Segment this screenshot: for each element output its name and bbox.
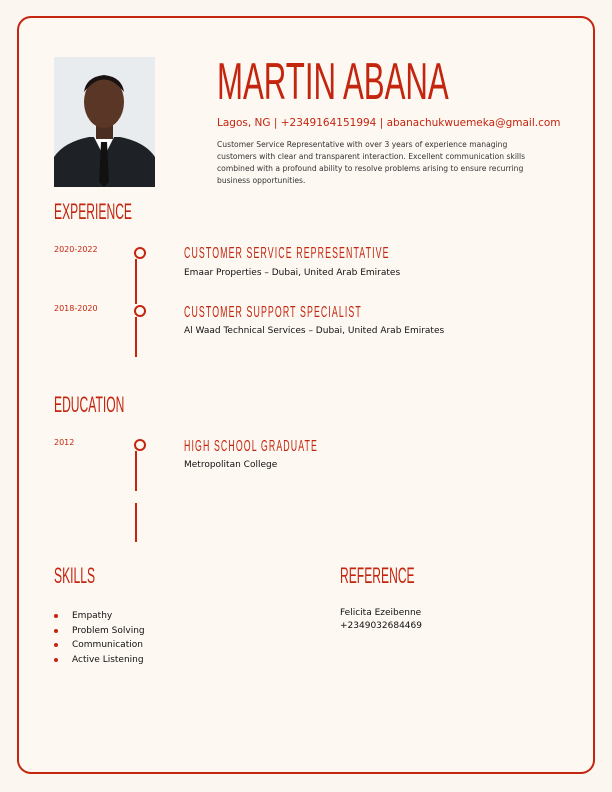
skills-heading: SKILLS [54,563,96,588]
timeline-line [135,259,137,304]
education-heading: EDUCATION [54,392,125,417]
job-org: Al Waad Technical Services – Dubai, United Arab Emirates [184,326,445,336]
skill-item: Active Listening [54,655,145,670]
reference-heading: REFERENCE [340,563,415,588]
job-dates: 2020-2022 [54,245,98,254]
reference-phone: +2349032684469 [340,621,422,631]
summary: Customer Service Representative with over 3 years of experience managing customers with clear and transparent interaction. Excellent communication skills combined with a profound ability to resolve problems arising to ensure recurring business opportunities. [217,140,526,185]
timeline-dot [134,305,146,317]
skill-item: Empathy [54,611,145,626]
timeline-line [135,451,137,491]
experience-heading: EXPERIENCE [54,199,133,224]
candidate-name: MARTIN ABANA [217,53,449,111]
reference-name: Felicita Ezeibenne [340,608,422,618]
skill-item: Communication [54,640,145,655]
edu-org: Metropolitan College [184,460,278,470]
profile-photo [54,57,155,187]
timeline-dot [134,247,146,259]
timeline-line [135,317,137,357]
timeline-line [135,503,137,542]
skills-list [54,611,145,669]
edu-title: HIGH SCHOOL GRADUATE [184,438,318,455]
job-dates: 2018-2020 [54,304,98,313]
timeline-dot [134,439,146,451]
edu-dates: 2012 [54,438,75,447]
job-title: CUSTOMER SERVICE REPRESENTATIVE [184,245,390,262]
skill-item: Problem Solving [54,626,145,641]
job-title: CUSTOMER SUPPORT SPECIALIST [184,304,362,321]
contact-info: Lagos, NG | +2349164151994 | abanachukwuemeka@gmail.com [217,117,561,129]
job-org: Emaar Properties – Dubai, United Arab Emirates [184,268,401,278]
